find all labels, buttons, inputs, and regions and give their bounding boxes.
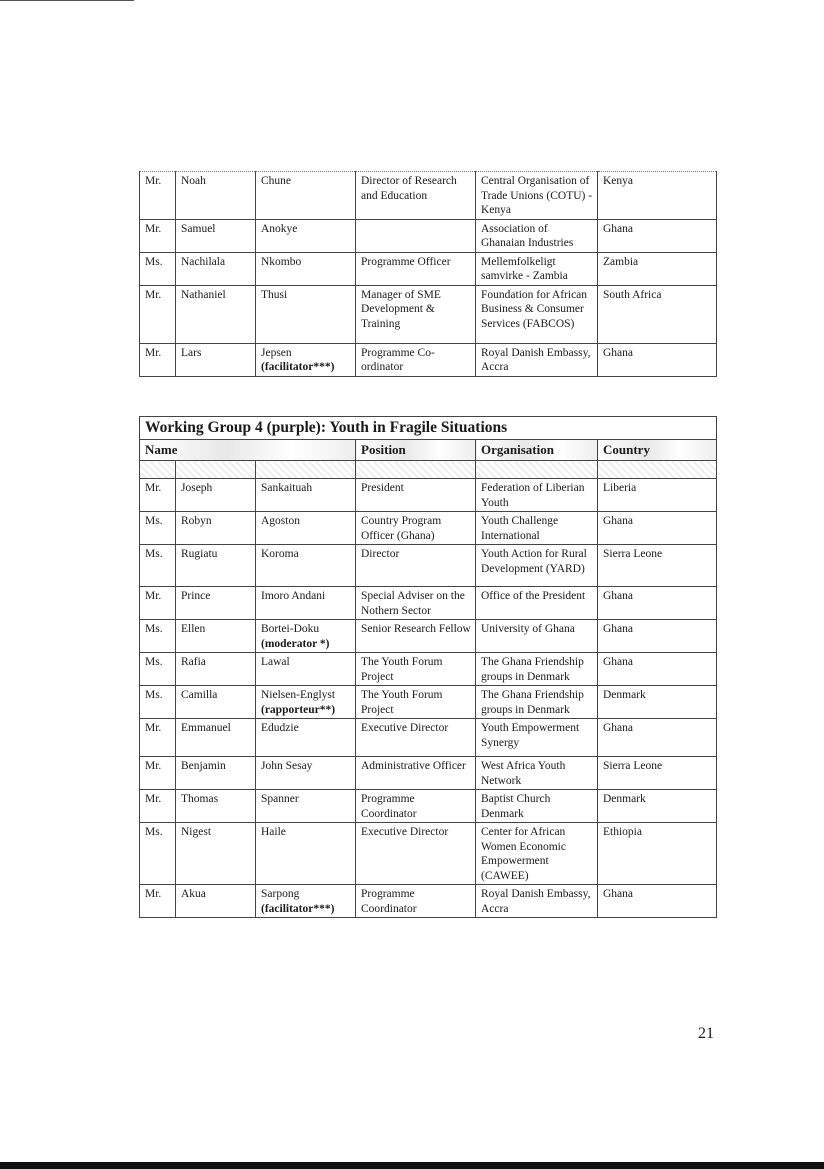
participant-position — [356, 285, 476, 343]
header-spacer — [140, 461, 176, 479]
participant-first-name — [176, 653, 256, 686]
participant-first-name — [176, 823, 256, 885]
participant-organisation-text: Association of Ghanaian Industries — [481, 222, 574, 249]
participant-title — [140, 252, 176, 285]
participant-row — [140, 172, 717, 220]
participant-position-text: The Youth Forum Project — [361, 656, 443, 683]
participant-title-text: Mr. — [145, 482, 162, 494]
table2-body — [140, 479, 717, 918]
participant-row — [140, 653, 717, 686]
participant-organisation-text: Center for African Women Economic Empowerment (CAWEE) — [481, 826, 566, 882]
participant-position-text: Programme Co-ordinator — [361, 346, 435, 373]
participant-first-name — [176, 343, 256, 376]
participant-title-text: Mr. — [145, 222, 162, 235]
participant-organisation-text: Youth Empowerment Synergy — [481, 722, 580, 749]
participant-country — [598, 172, 717, 220]
participant-first-name-text: Nathaniel — [181, 288, 226, 301]
participant-first-name-text: Thomas — [181, 793, 219, 805]
participant-first-name — [176, 719, 256, 757]
participant-position-text: Executive Director — [361, 722, 449, 734]
participant-title-text: Mr. — [145, 590, 162, 602]
participant-last-name — [256, 252, 356, 285]
participant-organisation — [476, 757, 598, 790]
participant-last-name-text: Bortei-Doku — [261, 623, 320, 635]
participant-country — [598, 479, 717, 512]
participant-first-name — [176, 885, 256, 918]
participant-last-name — [256, 545, 356, 587]
page-bottom-edge — [0, 1162, 824, 1169]
participant-role-note: (rapporteur**) — [261, 703, 336, 716]
participant-organisation-text: The Ghana Friendship groups in Denmark — [481, 689, 584, 716]
participant-title — [140, 757, 176, 790]
participant-organisation — [476, 686, 598, 719]
participant-organisation-text: Central Organisation of Trade Unions (COTU) - Kenya — [481, 175, 593, 216]
participant-country-text: Ghana — [603, 222, 634, 235]
participant-country — [598, 719, 717, 757]
participant-country — [598, 885, 717, 918]
participant-position — [356, 545, 476, 587]
participant-title-text: Ms. — [145, 548, 163, 560]
participant-organisation-text: University of Ghana — [481, 623, 575, 635]
participant-position — [356, 587, 476, 620]
participants-table-continued — [139, 171, 717, 377]
participant-position-text: Special Adviser on the Nothern Sector — [361, 590, 465, 617]
participant-position-text: Director — [361, 548, 400, 560]
participant-country — [598, 653, 717, 686]
participant-first-name-text: Rugiatu — [181, 548, 218, 560]
participant-title — [140, 285, 176, 343]
participant-last-name-text: Chune — [261, 175, 292, 187]
participant-title-text: Ms. — [145, 656, 163, 668]
participant-title — [140, 587, 176, 620]
participant-last-name-text: Sankaituah — [261, 482, 313, 494]
participant-country-text: Ghana — [603, 515, 634, 527]
participant-country — [598, 285, 717, 343]
participant-country — [598, 219, 717, 252]
participant-title — [140, 790, 176, 823]
participant-first-name-text: Nigest — [181, 826, 212, 838]
participant-first-name — [176, 252, 256, 285]
participant-position-text: Senior Research Fellow — [361, 623, 471, 635]
participant-organisation — [476, 285, 598, 343]
header-position: Position — [356, 440, 476, 461]
header-name: Name — [140, 440, 356, 461]
participant-row — [140, 252, 717, 285]
participant-last-name — [256, 653, 356, 686]
participant-row — [140, 757, 717, 790]
participant-position-text: Administrative Officer — [361, 760, 466, 772]
header-spacer — [256, 461, 356, 479]
participant-organisation-text: Royal Danish Embassy, Accra — [481, 346, 591, 373]
participant-last-name — [256, 790, 356, 823]
participant-position — [356, 252, 476, 285]
participant-country — [598, 686, 717, 719]
participant-row — [140, 587, 717, 620]
participant-row — [140, 343, 717, 376]
header-spacer — [356, 461, 476, 479]
participant-last-name-text: Haile — [261, 826, 286, 838]
participant-position — [356, 719, 476, 757]
participant-title-text: Mr. — [145, 175, 162, 187]
participant-title — [140, 719, 176, 757]
participant-organisation — [476, 790, 598, 823]
participant-country-text: Sierra Leone — [603, 548, 663, 560]
participant-first-name-text: Robyn — [181, 515, 212, 527]
participant-row — [140, 219, 717, 252]
participant-first-name — [176, 790, 256, 823]
participant-row — [140, 285, 717, 343]
table1-body — [140, 172, 717, 377]
working-group-4-table — [139, 416, 717, 918]
participant-organisation — [476, 620, 598, 653]
participant-title-text: Ms. — [145, 515, 163, 527]
participant-last-name — [256, 620, 356, 653]
participant-title-text: Mr. — [145, 888, 162, 900]
participant-last-name — [256, 823, 356, 885]
participant-first-name — [176, 620, 256, 653]
participant-title-text: Mr. — [145, 760, 162, 772]
participant-last-name-text: Nielsen-Englyst — [261, 689, 336, 701]
participant-country — [598, 790, 717, 823]
participant-country — [598, 343, 717, 376]
participant-row — [140, 885, 717, 918]
participant-organisation-text: West Africa Youth Network — [481, 760, 566, 787]
participant-title-text: Mr. — [145, 346, 162, 359]
participant-organisation — [476, 512, 598, 545]
participant-role-note: (facilitator***) — [261, 361, 335, 373]
participant-row — [140, 545, 717, 587]
participant-position-text: President — [361, 482, 404, 494]
participant-title — [140, 653, 176, 686]
participant-position-text: Programme Coordinator — [361, 793, 417, 820]
participant-last-name-text: Spanner — [261, 793, 299, 805]
header-country: Country — [598, 440, 717, 461]
participant-first-name — [176, 545, 256, 587]
participant-country — [598, 587, 717, 620]
participant-first-name — [176, 512, 256, 545]
participant-position — [356, 620, 476, 653]
participant-country-text: Ghana — [603, 722, 634, 734]
participant-organisation-text: Baptist Church Denmark — [481, 793, 551, 820]
participant-first-name — [176, 285, 256, 343]
header-spacer — [176, 461, 256, 479]
participant-first-name-text: Prince — [181, 590, 211, 602]
participant-organisation-text: Royal Danish Embassy, Accra — [481, 888, 591, 915]
participant-position — [356, 653, 476, 686]
participant-country-text: Ghana — [603, 888, 634, 900]
participant-first-name-text: Joseph — [181, 482, 213, 494]
participant-title — [140, 479, 176, 512]
participant-position — [356, 172, 476, 220]
participant-title-text: Ms. — [145, 689, 163, 701]
participant-position — [356, 219, 476, 252]
participant-title-text: Mr. — [145, 722, 162, 734]
page-number: 21 — [698, 1025, 714, 1042]
participant-organisation — [476, 219, 598, 252]
participant-position-text: Country Program Officer (Ghana) — [361, 515, 442, 542]
participant-first-name — [176, 757, 256, 790]
participant-country — [598, 512, 717, 545]
participant-position — [356, 757, 476, 790]
participant-organisation-text: Foundation for African Business & Consumer Services (FABCOS) — [481, 288, 588, 330]
header-spacer — [476, 461, 598, 479]
participant-last-name — [256, 285, 356, 343]
participant-title — [140, 823, 176, 885]
participant-last-name-text: Koroma — [261, 548, 299, 560]
participant-title — [140, 219, 176, 252]
participant-organisation — [476, 719, 598, 757]
participant-last-name-text: Lawal — [261, 656, 290, 668]
participant-first-name-text: Emmanuel — [181, 722, 231, 734]
participant-organisation — [476, 479, 598, 512]
participant-country — [598, 252, 717, 285]
participant-organisation-text: Youth Action for Rural Development (YARD) — [481, 548, 587, 575]
participant-role-note: (moderator *) — [261, 637, 330, 650]
participant-row — [140, 790, 717, 823]
participant-position — [356, 343, 476, 376]
participant-last-name-text: Anokye — [261, 222, 298, 235]
participant-last-name-text: Agoston — [261, 515, 300, 527]
participant-position — [356, 512, 476, 545]
participant-organisation-text: Youth Challenge International — [481, 515, 559, 542]
participant-organisation-text: Office of the President — [481, 590, 586, 602]
participant-country — [598, 620, 717, 653]
header-organisation: Organisation — [476, 440, 598, 461]
participant-country-text: Ghana — [603, 590, 634, 602]
participant-first-name-text: Ellen — [181, 623, 206, 635]
participant-row — [140, 479, 717, 512]
participant-position — [356, 479, 476, 512]
participant-last-name — [256, 219, 356, 252]
participant-first-name — [176, 172, 256, 220]
participant-country — [598, 757, 717, 790]
participant-first-name — [176, 479, 256, 512]
participant-position — [356, 823, 476, 885]
working-group-title: Working Group 4 (purple): Youth in Fragile Situations — [140, 417, 717, 440]
participant-title-text: Ms. — [145, 255, 163, 268]
participant-first-name-text: Samuel — [181, 222, 216, 235]
participant-first-name-text: Nachilala — [181, 255, 226, 268]
participant-title — [140, 343, 176, 376]
participant-last-name-text: Jepsen — [261, 346, 292, 359]
participant-title-text: Mr. — [145, 288, 162, 301]
participant-organisation — [476, 545, 598, 587]
participant-organisation — [476, 172, 598, 220]
participant-first-name-text: Rafia — [181, 656, 206, 668]
participant-row — [140, 512, 717, 545]
participant-position-text: Director of Research and Education — [361, 175, 457, 202]
participant-last-name-text: Edudzie — [261, 722, 299, 734]
participant-organisation-text: Federation of Liberian Youth — [481, 482, 585, 509]
participant-organisation — [476, 653, 598, 686]
participant-first-name — [176, 587, 256, 620]
participant-row — [140, 719, 717, 757]
participant-country-text: Denmark — [603, 793, 646, 805]
participant-organisation — [476, 885, 598, 918]
participant-last-name-text: Thusi — [261, 288, 288, 301]
participant-position-text: Programme Coordinator — [361, 888, 417, 915]
participant-last-name — [256, 343, 356, 376]
participant-last-name — [256, 479, 356, 512]
participant-last-name — [256, 172, 356, 220]
participant-title — [140, 545, 176, 587]
participant-row — [140, 686, 717, 719]
participant-role-note: (facilitator***) — [261, 902, 335, 915]
participant-title — [140, 686, 176, 719]
participant-title — [140, 512, 176, 545]
participant-country-text: Denmark — [603, 689, 646, 701]
participant-last-name — [256, 885, 356, 918]
participant-country-text: Liberia — [603, 482, 637, 494]
participant-country-text: South Africa — [603, 288, 662, 301]
participant-organisation — [476, 587, 598, 620]
participant-position-text: The Youth Forum Project — [361, 689, 443, 716]
participant-organisation — [476, 343, 598, 376]
participant-position-text: Executive Director — [361, 826, 449, 838]
participant-title — [140, 172, 176, 220]
participant-last-name — [256, 587, 356, 620]
participant-position — [356, 885, 476, 918]
participant-first-name — [176, 219, 256, 252]
participant-first-name-text: Noah — [181, 175, 206, 187]
participant-position-text: Manager of SME Development & Training — [361, 288, 441, 330]
participant-first-name-text: Benjamin — [181, 760, 226, 772]
participant-first-name — [176, 686, 256, 719]
participant-position — [356, 790, 476, 823]
participant-organisation-text: The Ghana Friendship groups in Denmark — [481, 656, 584, 683]
participant-country-text: Ghana — [603, 346, 634, 359]
participant-last-name-text: Sarpong — [261, 888, 300, 900]
participant-country-text: Ghana — [603, 623, 634, 635]
participant-country-text: Zambia — [603, 255, 639, 268]
participant-organisation — [476, 823, 598, 885]
participant-position — [356, 686, 476, 719]
participant-position-text: Programme Officer — [361, 255, 451, 268]
participant-last-name — [256, 757, 356, 790]
participant-row — [140, 620, 717, 653]
participant-organisation — [476, 252, 598, 285]
participant-organisation-text: Mellemfolkeligt samvirke - Zambia — [481, 255, 568, 282]
participant-title-text: Mr. — [145, 793, 162, 805]
participant-first-name-text: Akua — [181, 888, 206, 900]
participant-row — [140, 823, 717, 885]
participant-country — [598, 545, 717, 587]
participant-title-text: Ms. — [145, 826, 163, 838]
participant-country-text: Ethiopia — [603, 826, 642, 838]
participant-country-text: Sierra Leone — [603, 760, 663, 772]
participant-last-name-text: John Sesay — [261, 760, 313, 772]
participant-title-text: Ms. — [145, 623, 163, 635]
participant-title — [140, 620, 176, 653]
participant-first-name-text: Camilla — [181, 689, 218, 701]
header-spacer — [598, 461, 717, 479]
participant-last-name-text: Imoro Andani — [261, 590, 326, 602]
participant-last-name — [256, 719, 356, 757]
page-corner-rule — [0, 0, 134, 1]
participant-title — [140, 885, 176, 918]
participant-country-text: Kenya — [603, 175, 634, 187]
participant-last-name — [256, 512, 356, 545]
participant-last-name — [256, 686, 356, 719]
participant-last-name-text: Nkombo — [261, 255, 302, 268]
participant-first-name-text: Lars — [181, 346, 202, 359]
participant-country-text: Ghana — [603, 656, 634, 668]
participant-country — [598, 823, 717, 885]
